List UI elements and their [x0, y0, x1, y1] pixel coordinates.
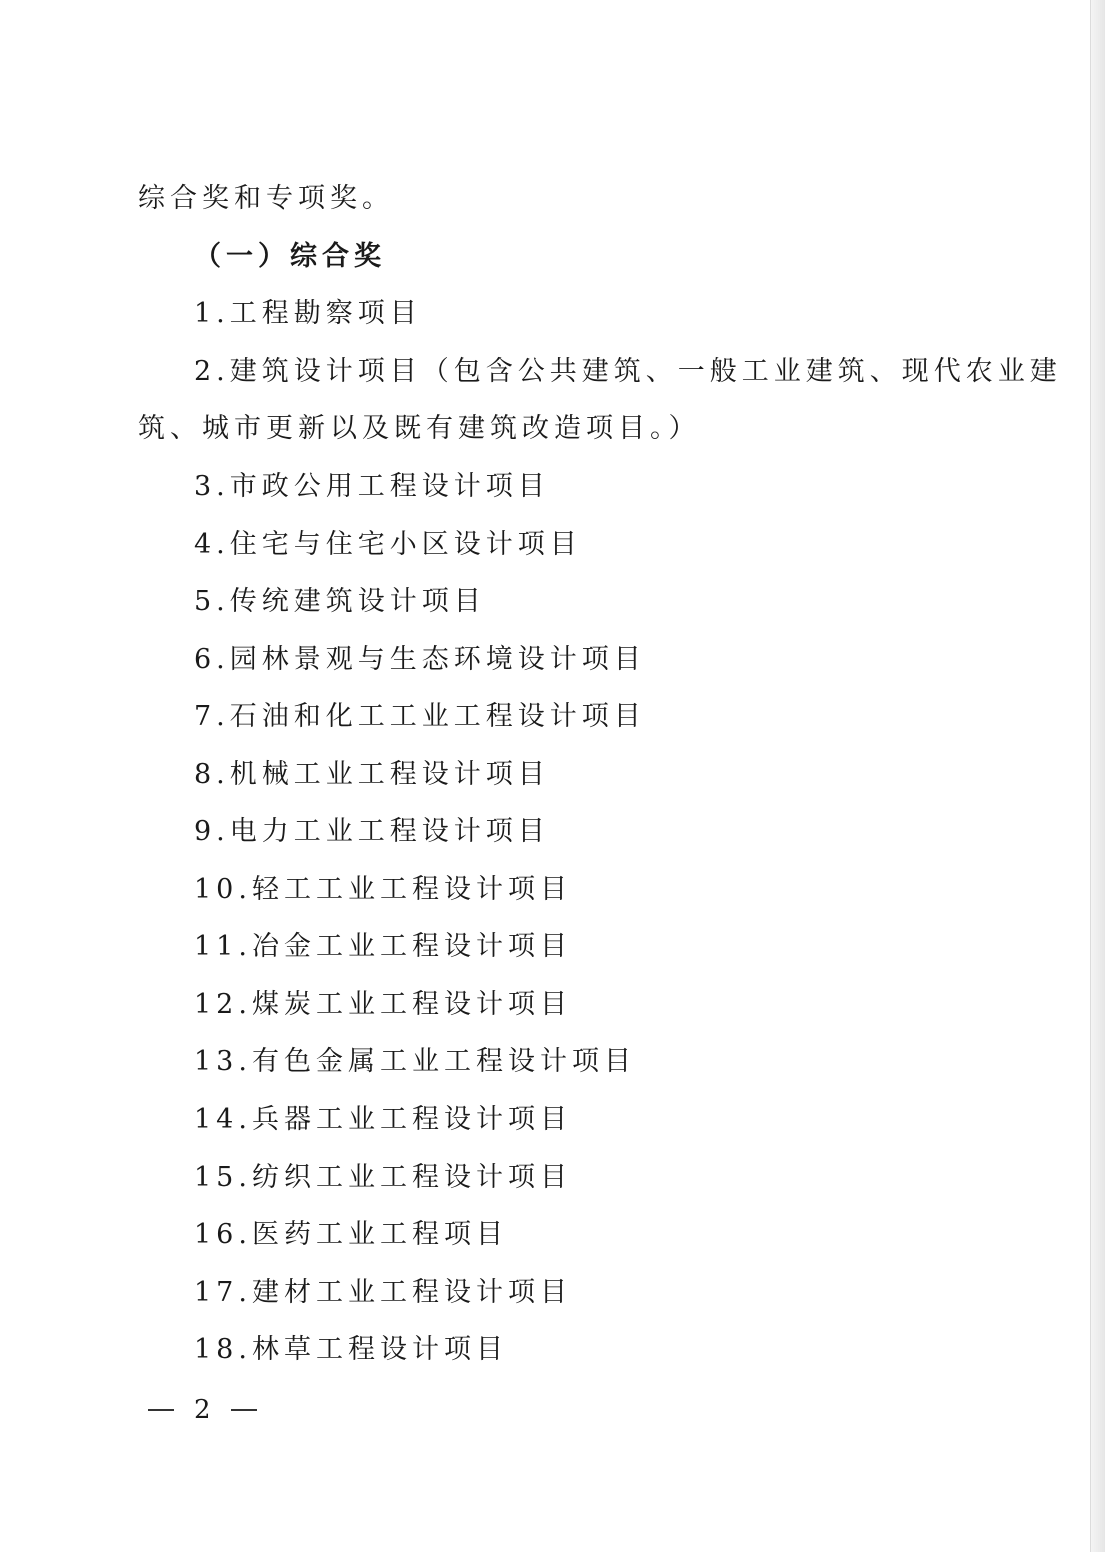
list-item: 14.兵器工业工程设计项目	[194, 1104, 572, 1135]
list-item: 16.医药工业工程项目	[194, 1219, 508, 1250]
list-item: 7.石油和化工工业工程设计项目	[194, 701, 646, 732]
list-item: 15.纺织工业工程设计项目	[194, 1162, 572, 1193]
list-item: 12.煤炭工业工程设计项目	[194, 989, 572, 1020]
list-item: 10.轻工工业工程设计项目	[194, 874, 572, 905]
list-item: 17.建材工业工程设计项目	[194, 1277, 572, 1308]
list-item: 1.工程勘察项目	[194, 298, 422, 329]
list-item: 2.建筑设计项目（包含公共建筑、一般工业建筑、现代农业建	[194, 356, 1062, 387]
page-footer	[148, 1394, 257, 1426]
section-heading: （一）综合奖	[194, 241, 386, 272]
list-item: 8.机械工业工程设计项目	[194, 759, 550, 790]
page-number: 2	[194, 1395, 211, 1425]
list-item: 5.传统建筑设计项目	[194, 586, 486, 617]
list-item: 18.林草工程设计项目	[194, 1334, 508, 1365]
list-item-continuation: 筑、城市更新以及既有建筑改造项目。）	[138, 413, 701, 444]
footer-dash-right	[231, 1409, 257, 1411]
list-item: 6.园林景观与生态环境设计项目	[194, 644, 646, 675]
list-item: 4.住宅与住宅小区设计项目	[194, 529, 582, 560]
paragraph-continuation: 综合奖和专项奖。	[138, 183, 394, 214]
list-item: 11.冶金工业工程设计项目	[194, 931, 572, 962]
list-item: 13.有色金属工业工程设计项目	[194, 1046, 636, 1077]
list-item: 3.市政公用工程设计项目	[194, 471, 550, 502]
page-edge	[1090, 0, 1105, 1552]
list-item: 9.电力工业工程设计项目	[194, 816, 550, 847]
footer-dash-left	[148, 1409, 174, 1411]
